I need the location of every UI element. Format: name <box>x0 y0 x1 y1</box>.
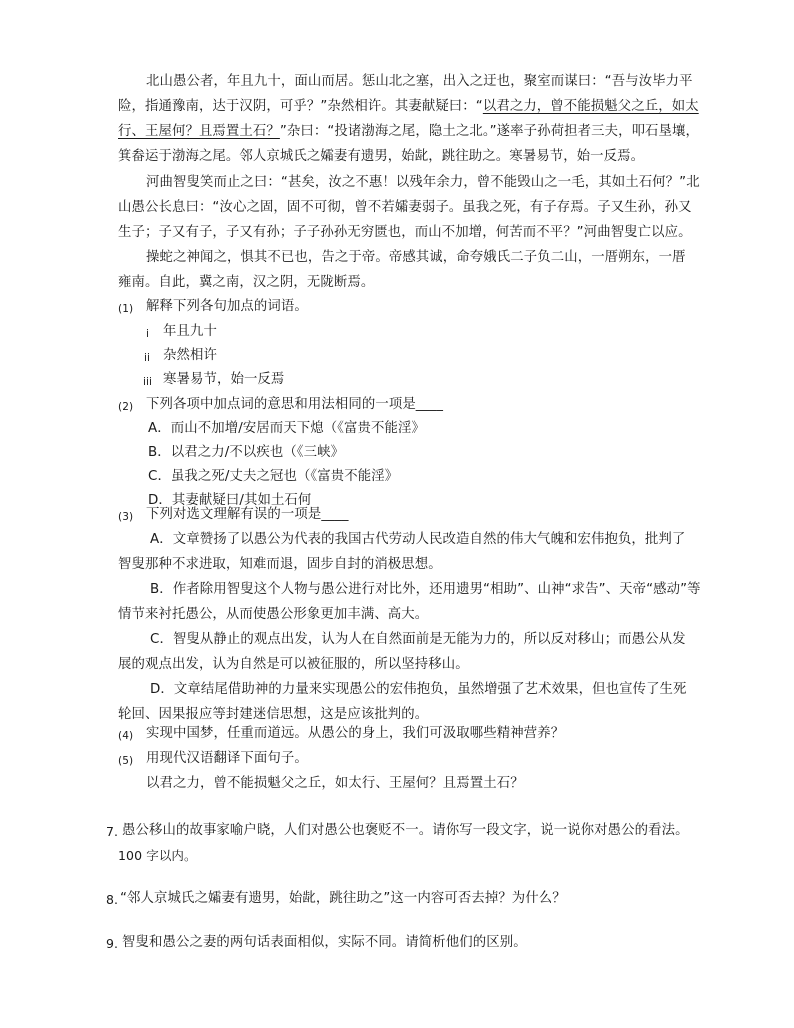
q1-item1-number: i <box>146 328 150 340</box>
q3-option-c-line2: 展的观点出发，认为自然是可以被征服的，所以坚持移山。 <box>118 657 469 672</box>
passage-p3-line1: 操蛇之神闻之，惧其不已也，告之于帝。帝感其诚，命夸娥氏二子负二山，一厝朔东，一厝 <box>146 250 686 265</box>
passage-p2-line3: 生子；子又有子，子又有孙；子子孙孙无穷匮也，而山不加增，何苦而不平？”河曲智叟亡以应。 <box>118 225 692 240</box>
q2-text: 下列各项中加点词的意思和用法相同的一项是____ <box>146 397 443 412</box>
q3-option-d-line1: D．文章结尾借助神的力量来实现愚公的宏伟抱负，虽然增强了艺术效果，但也宣传了生死 <box>150 682 687 697</box>
q7-line2: 100 字以内。 <box>118 848 197 863</box>
q2-option-b: B．以君之力/不以疾也（《三峡》 <box>148 445 345 460</box>
q1-item1-text: 年且九十 <box>163 324 217 339</box>
q1-item2-text: 杂然相许 <box>163 348 217 363</box>
q8-number: 8. <box>106 892 119 907</box>
q2-option-a: A．而山不加增/安居而天下熄（《富贵不能淫》 <box>148 421 425 436</box>
passage-p2-line1: 河曲智叟笑而止之曰：“甚矣，汝之不惠！以残年余力，曾不能毁山之一毛，其如土石何？”北 <box>146 175 700 190</box>
q9-number: 9. <box>106 936 119 951</box>
passage-p3-line2: 雍南。自此，冀之南，汉之阴，无陇断焉。 <box>118 275 375 290</box>
q1-item2-number: ii <box>144 352 151 364</box>
q3-option-d-line2: 轮回、因果报应等封建迷信思想，这是应该批判的。 <box>118 707 429 722</box>
underlined-sentence: 以君之力，曾不能损魁父之丘，如太 <box>482 99 699 114</box>
passage-p1-line1: 北山愚公者，年且九十，面山而居。惩山北之塞，出入之迂也，聚室而谋曰：“吾与汝毕力平 <box>146 74 693 89</box>
passage-p2-line2: 山愚公长息曰：“汝心之固，固不可彻，曾不若孀妻弱子。虽我之死，有子存焉。子又生孙，孙又 <box>118 200 692 215</box>
q2-number: (2) <box>118 401 134 413</box>
q3-option-a-line2: 智叟那种不求进取，知难而退，固步自封的消极思想。 <box>118 557 442 572</box>
q5-sentence: 以君之力，曾不能损魁父之丘，如太行、王屋何？且焉置土石？ <box>146 776 524 791</box>
underlined-sentence: 行、王屋何？且焉置土石？ <box>118 124 280 139</box>
q1-number: (1) <box>118 303 134 315</box>
q1-text: 解释下列各句加点的词语。 <box>146 299 308 314</box>
q7-number: 7. <box>106 824 119 839</box>
q2-option-d: D．其妻献疑曰/其如土石何 <box>148 493 312 508</box>
q9-text: 智叟和愚公之妻的两句话表面相似，实际不同。请简析他们的区别。 <box>122 935 527 950</box>
q3-text: 下列对选文理解有误的一项是____ <box>146 507 349 522</box>
q3-option-b-line1: B．作者除用智叟这个人物与愚公进行对比外，还用遗男“相助”、山神“求告”、天帝“感动”等 <box>150 582 701 597</box>
q5-text: 用现代汉语翻译下面句子。 <box>146 751 308 766</box>
q1-item3-text: 寒暑易节，始一反焉 <box>163 372 285 387</box>
passage-p1-line4: 箕畚运于渤海之尾。邻人京城氏之孀妻有遗男，始龀，跳往助之。寒暑易节，始一反焉。 <box>118 149 645 164</box>
q3-number: (3) <box>118 511 134 523</box>
q4-text: 实现中国梦，任重而道远。从愚公的身上，我们可汲取哪些精神营养？ <box>146 726 565 741</box>
passage-p1-line3 <box>118 123 699 141</box>
q8-text: “邻人京城氏之孀妻有遗男，始龀，跳往助之”这一内容可否去掉？为什么？ <box>120 891 566 906</box>
q3-option-b-line2: 情节来衬托愚公，从而使愚公形象更加丰满、高大。 <box>118 607 429 622</box>
q3-option-a-line1: A．文章赞扬了以愚公为代表的我国古代劳动人民改造自然的伟大气魄和宏伟抱负，批判了 <box>150 532 686 547</box>
q2-option-c: C．虽我之死/丈夫之冠也（《富贵不能淫》 <box>148 469 399 484</box>
q4-number: (4) <box>118 730 134 742</box>
q7-line1: 愚公移山的故事家喻户晓，人们对愚公也褒贬不一。请你写一段文字，说一说你对愚公的看法。 <box>122 823 689 838</box>
q1-item3-number: iii <box>143 376 153 388</box>
passage-text: 险，指通豫南，达于汉阴，可乎？”杂然相许。其妻献疑曰：“ <box>118 99 483 114</box>
q5-number: (5) <box>118 755 134 767</box>
q3-option-c-line1: C．智叟从静止的观点出发，认为人在自然面前是无能为力的，所以反对移山；而愚公从发 <box>150 632 686 647</box>
passage-text: ”杂曰：“投诸渤海之尾，隐土之北。”遂率子孙荷担者三夫，叩石垦壤， <box>279 124 700 139</box>
passage-p1-line2 <box>118 98 699 116</box>
